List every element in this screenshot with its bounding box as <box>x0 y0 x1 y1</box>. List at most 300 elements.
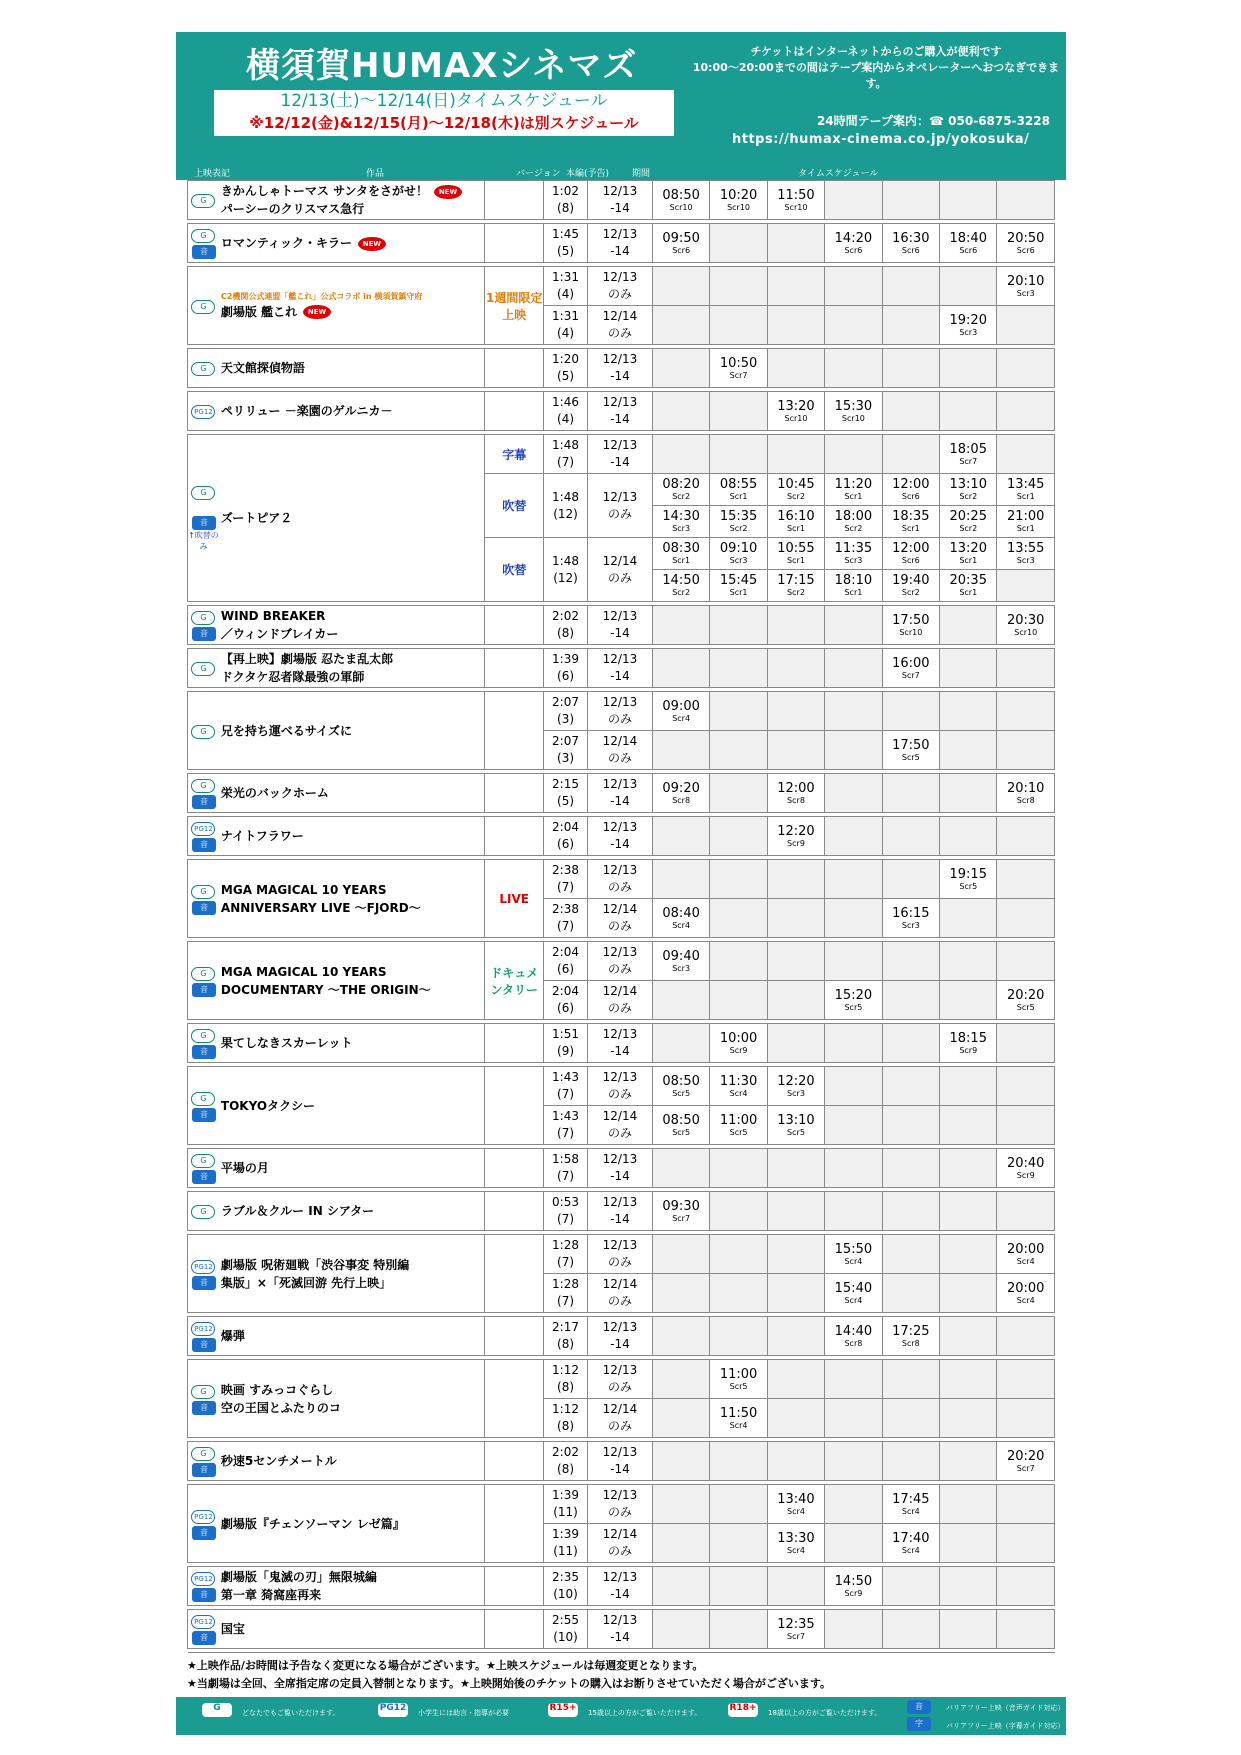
runtime-main: 1:48 <box>552 438 579 452</box>
showtime-slot[interactable] <box>882 606 939 645</box>
screen-number: Scr4 <box>901 1545 920 1555</box>
showtime-slot <box>767 899 824 938</box>
period-end: のみ <box>607 570 632 585</box>
column-header-bar <box>176 164 1066 180</box>
showtime-slot[interactable] <box>710 1360 767 1399</box>
runtime <box>544 349 588 388</box>
showtime: 20:20 <box>1006 987 1045 1003</box>
showtime-slot[interactable] <box>997 981 1055 1020</box>
showtime-slot <box>940 349 997 388</box>
showtime-slot[interactable] <box>825 474 882 506</box>
showtime-slot[interactable] <box>767 506 824 538</box>
period-start: 12/14 <box>602 734 638 748</box>
showtime-slot[interactable] <box>940 506 997 538</box>
showtime-slot[interactable] <box>767 1067 824 1106</box>
showtime-slot <box>652 817 709 856</box>
screen-number: Scr4 <box>844 1295 863 1305</box>
screen-number: Scr3 <box>672 524 691 533</box>
screen-number: Scr7 <box>1016 1463 1035 1473</box>
showtime-slot <box>767 692 824 731</box>
g-rating-icon: G <box>191 1092 215 1106</box>
film-title-cell[interactable] <box>219 817 485 856</box>
showtime-slot[interactable] <box>652 1067 709 1106</box>
showtime-slot[interactable] <box>825 570 882 602</box>
period <box>588 1442 653 1481</box>
film-title-cell[interactable] <box>219 774 485 813</box>
rating-cell <box>188 435 219 602</box>
film-title-cell[interactable] <box>219 1192 485 1231</box>
barrier-free-icon: 音 <box>192 795 216 809</box>
trailer-time: (6) <box>557 837 575 851</box>
showtime-slot <box>997 1024 1055 1063</box>
showtime-slot <box>652 1442 709 1481</box>
rating-cell <box>188 1485 219 1563</box>
showtime-slot <box>940 1524 997 1563</box>
showtime-slot[interactable] <box>940 1024 997 1063</box>
showtime: 15:20 <box>834 987 873 1003</box>
period <box>588 649 653 688</box>
screen-number: Scr6 <box>1016 245 1035 255</box>
showtime: 18:15 <box>949 1030 987 1046</box>
screen-number: Scr6 <box>672 245 691 255</box>
showtime-slot[interactable] <box>997 506 1055 538</box>
period-end: -14 <box>610 837 630 851</box>
showtime-slot[interactable] <box>825 538 882 570</box>
showtime: 11:30 <box>719 1073 758 1089</box>
showtime: 14:30 <box>662 509 700 524</box>
legend-pg12-text: 小学生には助言・指導が必要 <box>418 1709 509 1717</box>
rating-cell <box>188 649 219 688</box>
showtime-slot[interactable] <box>652 1106 709 1145</box>
showtime-slot[interactable] <box>710 474 767 506</box>
schedule-date-box <box>214 90 674 136</box>
showtime: 15:50 <box>834 1241 873 1257</box>
showtime-slot[interactable] <box>825 981 882 1020</box>
screen-number: Scr8 <box>787 795 805 805</box>
legend-pg12-badge: PG12 <box>378 1703 408 1717</box>
showtime: 17:50 <box>892 612 930 628</box>
screen-number: Scr9 <box>959 1045 978 1055</box>
film-title-cell[interactable] <box>219 1610 485 1649</box>
barrier-free-icon: 音 <box>192 901 216 915</box>
showtime: 13:40 <box>777 1491 815 1507</box>
runtime-main: 1:48 <box>552 553 579 568</box>
showtime: 19:20 <box>949 312 987 328</box>
screen-number: Scr2 <box>672 588 691 597</box>
showtime-slot <box>710 1442 767 1481</box>
showtime: 08:30 <box>662 541 700 556</box>
showtime-slot[interactable] <box>997 224 1055 263</box>
screen-number: Scr5 <box>729 1381 748 1391</box>
film-title: MGA MAGICAL 10 YEARS <box>220 964 387 979</box>
showtime-slot[interactable] <box>652 774 709 813</box>
header <box>176 32 1066 164</box>
showtime-slot[interactable] <box>652 570 709 602</box>
trailer-time: (4) <box>557 287 575 301</box>
showtime-slot[interactable] <box>825 392 882 431</box>
showtime-slot[interactable] <box>652 224 709 263</box>
showtime: 08:55 <box>719 477 758 492</box>
screen-number: Scr1 <box>844 588 863 597</box>
barrier-free-icon: 音 <box>192 1170 216 1184</box>
film-title-cell[interactable] <box>219 1442 485 1481</box>
showtime-slot <box>767 1442 824 1481</box>
period-end: -14 <box>610 201 630 215</box>
showtime-slot <box>940 774 997 813</box>
showtime-slot[interactable] <box>767 1485 824 1524</box>
trailer-time: (8) <box>557 1419 575 1433</box>
film-title-line2: ANNIVERSARY LIVE ～FJORD～ <box>220 900 421 915</box>
rating-cell <box>188 267 219 345</box>
runtime-main: 2:38 <box>552 902 579 916</box>
film-title-cell[interactable] <box>219 692 485 770</box>
showtime-slot[interactable] <box>997 267 1055 306</box>
showtime-slot <box>652 435 709 474</box>
legend-r18-badge: R18+ <box>728 1703 758 1717</box>
showtime-slot[interactable] <box>767 1106 824 1145</box>
legend-r15-badge: R15+ <box>548 1703 578 1717</box>
showtime-slot[interactable] <box>825 1567 882 1606</box>
screen-number: Scr6 <box>959 245 978 255</box>
screen-number: Scr2 <box>787 588 805 597</box>
showtime-slot[interactable] <box>882 474 939 506</box>
film-title: ペリリュー －楽園のゲルニカ－ <box>220 404 393 418</box>
showtime: 12:00 <box>892 477 930 492</box>
film-title-cell[interactable] <box>219 606 485 645</box>
trailer-time: (4) <box>557 412 575 426</box>
showtime-slot[interactable] <box>997 1149 1055 1188</box>
cinema-name: 横須賀HUMAXシネマズ <box>246 46 638 86</box>
screen-number: Scr3 <box>844 556 863 565</box>
runtime <box>544 1610 588 1649</box>
screen-number: Scr6 <box>901 245 920 255</box>
screen-number: Scr10 <box>727 202 751 212</box>
showtime-slot[interactable] <box>882 649 939 688</box>
showtime-slot[interactable] <box>940 570 997 602</box>
showtime-slot[interactable] <box>825 1274 882 1313</box>
period <box>588 538 653 602</box>
showtime-slot <box>940 899 997 938</box>
showtime-slot[interactable] <box>710 349 767 388</box>
showtime-slot <box>997 1524 1055 1563</box>
showtime-slot <box>652 1149 709 1188</box>
screen-number: Scr1 <box>729 588 748 597</box>
period-end: のみ <box>607 1294 632 1308</box>
showtime-slot[interactable] <box>652 506 709 538</box>
film-title-cell[interactable] <box>219 1567 485 1606</box>
showtime-slot <box>652 606 709 645</box>
showtime-slot <box>940 692 997 731</box>
showtime-slot <box>997 1067 1055 1106</box>
trailer-time: (10) <box>553 1587 578 1601</box>
showtime-slot[interactable] <box>652 1192 709 1231</box>
showtime-slot[interactable] <box>652 899 709 938</box>
film-title-cell[interactable] <box>219 1024 485 1063</box>
g-rating-icon: G <box>191 229 215 243</box>
film-title: きかんしゃトーマス サンタをさがせ！ NEW <box>221 182 484 200</box>
runtime-main: 1:39 <box>552 652 579 666</box>
film-row <box>188 1192 1055 1231</box>
rating-cell <box>188 817 219 856</box>
showtime-slot <box>652 392 709 431</box>
film-title-cell[interactable] <box>219 1149 485 1188</box>
runtime-main: 0:53 <box>552 1195 579 1209</box>
showtime-slot <box>710 1149 767 1188</box>
showtime: 16:30 <box>892 230 930 246</box>
showtime-slot <box>997 817 1055 856</box>
showtime-slot[interactable] <box>882 224 939 263</box>
showtime-slot[interactable] <box>997 474 1055 506</box>
film-title-cell[interactable] <box>219 1485 485 1563</box>
showtime-slot <box>940 1149 997 1188</box>
trailer-time: (8) <box>557 1380 575 1394</box>
new-badge-icon: NEW <box>358 237 386 251</box>
showtime-slot[interactable] <box>997 774 1055 813</box>
showtime-slot[interactable] <box>710 181 767 220</box>
website-url[interactable]: https://humax-cinema.co.jp/yokosuka/ <box>732 132 1030 147</box>
showtime: 15:40 <box>834 1280 873 1296</box>
showtime-slot[interactable] <box>940 474 997 506</box>
schedule-page <box>176 32 1066 1735</box>
showtime: 15:35 <box>719 509 758 524</box>
film-title: ナイトフラワー <box>220 829 304 843</box>
period-end: のみ <box>607 1001 632 1015</box>
g-rating-icon: G <box>191 779 215 793</box>
film-title: TOKYOタクシー <box>220 1098 316 1113</box>
col-rating: 上映表記 <box>194 169 231 179</box>
showtime-slot <box>825 942 882 981</box>
showtime-slot[interactable] <box>652 538 709 570</box>
film-title-cell[interactable] <box>219 649 485 688</box>
period-start: 12/13 <box>602 352 638 366</box>
screen-number: Scr6 <box>901 492 920 501</box>
film-title-cell[interactable] <box>219 392 485 431</box>
screen-number: Scr10 <box>669 202 693 212</box>
showtime: 15:45 <box>719 573 758 588</box>
film-title-cell[interactable] <box>219 860 485 938</box>
showtime-slot[interactable] <box>767 538 824 570</box>
showtime-slot[interactable] <box>652 942 709 981</box>
legend-bf-audio-text: バリアフリー上映（音声ガイド対応） <box>946 1704 1065 1712</box>
showtime-slot[interactable] <box>825 1317 882 1356</box>
showtime-slot <box>710 1524 767 1563</box>
film-title-cell[interactable] <box>219 224 485 263</box>
screen-number: Scr9 <box>844 1588 863 1598</box>
showtime-slot[interactable] <box>710 1024 767 1063</box>
film-title-cell[interactable] <box>219 1067 485 1145</box>
film-title-cell[interactable] <box>219 349 485 388</box>
screen-number: Scr10 <box>899 627 923 637</box>
screen-number: Scr5 <box>729 1127 748 1137</box>
film-row <box>188 649 1055 688</box>
film-row <box>188 860 1055 899</box>
showtime-slot <box>652 1274 709 1313</box>
period-start: 12/14 <box>602 1527 638 1541</box>
period-end: のみ <box>607 1544 632 1558</box>
showtime-slot <box>825 1399 882 1438</box>
showtime-slot[interactable] <box>710 538 767 570</box>
film-title-cell[interactable] <box>219 1360 485 1438</box>
showtime: 11:00 <box>719 1366 758 1382</box>
screen-number: Scr5 <box>1016 1002 1035 1012</box>
showtime-slot <box>652 1524 709 1563</box>
showtime-slot <box>710 267 767 306</box>
film-row <box>188 606 1055 645</box>
period-end: -14 <box>610 369 630 383</box>
showtime-slot[interactable] <box>997 606 1055 645</box>
version-cell <box>485 1610 544 1649</box>
period-end: -14 <box>610 1169 630 1183</box>
rating-cell <box>188 224 219 263</box>
version-cell <box>485 474 544 538</box>
showtime-slot[interactable] <box>767 392 824 431</box>
runtime-main: 1:45 <box>552 227 579 241</box>
screen-number: Scr9 <box>1016 1170 1035 1180</box>
showtime-slot[interactable] <box>940 538 997 570</box>
col-schedule: タイムスケジュール <box>798 169 879 179</box>
film-title-cell[interactable] <box>219 435 485 602</box>
film-title-cell[interactable] <box>219 267 485 345</box>
showtime-slot[interactable] <box>652 692 709 731</box>
screen-number: Scr7 <box>729 370 748 380</box>
screen-number: Scr4 <box>787 1506 805 1516</box>
barrier-free-icon: 音 <box>192 1276 216 1290</box>
showtime-slot[interactable] <box>940 306 997 345</box>
film-row <box>188 1442 1055 1481</box>
film-title-line2: 第一章 猗窩座再来 <box>220 1588 322 1602</box>
film-row <box>188 1567 1055 1606</box>
showtime: 17:25 <box>892 1323 930 1339</box>
showtime-slot[interactable] <box>710 570 767 602</box>
showtime-slot[interactable] <box>710 1399 767 1438</box>
rating-cell <box>188 349 219 388</box>
period-start: 12/13 <box>602 1613 638 1627</box>
period-start: 12/14 <box>602 309 638 323</box>
showtime-slot[interactable] <box>940 860 997 899</box>
period-start: 12/13 <box>602 1320 638 1334</box>
showtime-slot[interactable] <box>997 1274 1055 1313</box>
runtime-main: 2:07 <box>552 734 579 748</box>
showtime-slot <box>710 1610 767 1649</box>
trailer-time: (6) <box>557 1001 575 1015</box>
film-title-cell[interactable] <box>219 181 485 220</box>
showtime-slot <box>997 181 1055 220</box>
showtime-slot[interactable] <box>997 1442 1055 1481</box>
showtime-slot[interactable] <box>710 506 767 538</box>
rating-cell <box>188 774 219 813</box>
note-line-2: ★当劇場は全回、全席指定席の定員入替制となります。★上映開始後のチケットの購入はお断りさせていただく場合がございます。 <box>187 1677 831 1690</box>
showtime-slot[interactable] <box>882 1485 939 1524</box>
film-title-cell[interactable] <box>219 1235 485 1313</box>
showtime-slot <box>710 731 767 770</box>
showtime: 17:40 <box>892 1530 930 1546</box>
period <box>588 1317 653 1356</box>
period <box>588 1524 653 1563</box>
period-start: 12/13 <box>602 1027 638 1041</box>
showtime-slot <box>882 1442 939 1481</box>
showtime-slot[interactable] <box>882 1317 939 1356</box>
showtime-slot[interactable] <box>882 1524 939 1563</box>
showtime-slot <box>767 860 824 899</box>
period-end: -14 <box>610 669 630 683</box>
trailer-time: (7) <box>557 880 575 894</box>
screen-number: Scr4 <box>729 1420 748 1430</box>
version-label: 吹替 <box>502 499 527 513</box>
runtime <box>544 267 588 306</box>
showtime-slot[interactable] <box>710 1067 767 1106</box>
film-row <box>188 1485 1055 1524</box>
film-title-line2: 空の王国とふたりのコ <box>220 1400 341 1415</box>
showtime-slot <box>882 1192 939 1231</box>
runtime-main: 2:04 <box>552 984 579 998</box>
showtime-slot[interactable] <box>767 570 824 602</box>
showtime-slot[interactable] <box>652 474 709 506</box>
g-rating-icon: G <box>191 362 215 376</box>
runtime-main: 1:12 <box>552 1363 579 1377</box>
period-start: 12/14 <box>602 902 638 916</box>
showtime-slot[interactable] <box>767 817 824 856</box>
showtime-slot[interactable] <box>767 774 824 813</box>
showtime-slot <box>997 1567 1055 1606</box>
runtime-main: 1:58 <box>552 1152 579 1166</box>
showtime-slot <box>767 1360 824 1399</box>
showtime-slot[interactable] <box>882 506 939 538</box>
g-rating-icon: G <box>191 967 215 981</box>
schedule-table <box>187 180 1055 1653</box>
film-title-cell[interactable] <box>219 942 485 1020</box>
showtime-slot <box>997 899 1055 938</box>
showtime-slot[interactable] <box>997 538 1055 570</box>
showtime-slot[interactable] <box>882 570 939 602</box>
showtime-slot[interactable] <box>882 899 939 938</box>
showtime: 20:10 <box>1006 780 1045 796</box>
showtime-slot[interactable] <box>767 1610 824 1649</box>
showtime-slot[interactable] <box>997 1235 1055 1274</box>
screen-number: Scr4 <box>672 713 691 723</box>
tel-info: 24時間テープ案内：☎ 050-6875-3228 <box>816 114 1050 128</box>
screen-number: Scr7 <box>959 456 978 466</box>
col-title: 作品 <box>366 169 385 179</box>
showtime-slot <box>767 1192 824 1231</box>
showtime-slot[interactable] <box>940 435 997 474</box>
showtime-slot <box>997 306 1055 345</box>
showtime-slot[interactable] <box>825 1235 882 1274</box>
showtime-slot[interactable] <box>825 224 882 263</box>
showtime: 18:35 <box>892 509 930 524</box>
col-period: 期間 <box>632 169 651 179</box>
showtime-slot[interactable] <box>652 181 709 220</box>
showtime-slot[interactable] <box>710 1106 767 1145</box>
period <box>588 606 653 645</box>
film-row <box>188 1610 1055 1649</box>
showtime-slot[interactable] <box>882 731 939 770</box>
showtime-slot[interactable] <box>767 1524 824 1563</box>
showtime-slot[interactable] <box>767 474 824 506</box>
showtime-slot[interactable] <box>882 538 939 570</box>
trailer-time: (5) <box>557 794 575 808</box>
period-start: 12/14 <box>602 984 638 998</box>
film-title-cell[interactable] <box>219 1317 485 1356</box>
period <box>588 1610 653 1649</box>
period <box>588 1067 653 1106</box>
showtime-slot[interactable] <box>767 181 824 220</box>
showtime-slot <box>652 1360 709 1399</box>
notes <box>187 1657 1066 1693</box>
showtime-slot[interactable] <box>825 506 882 538</box>
showtime-slot <box>997 570 1055 602</box>
showtime-slot[interactable] <box>940 224 997 263</box>
screen-number: Scr1 <box>844 492 863 501</box>
